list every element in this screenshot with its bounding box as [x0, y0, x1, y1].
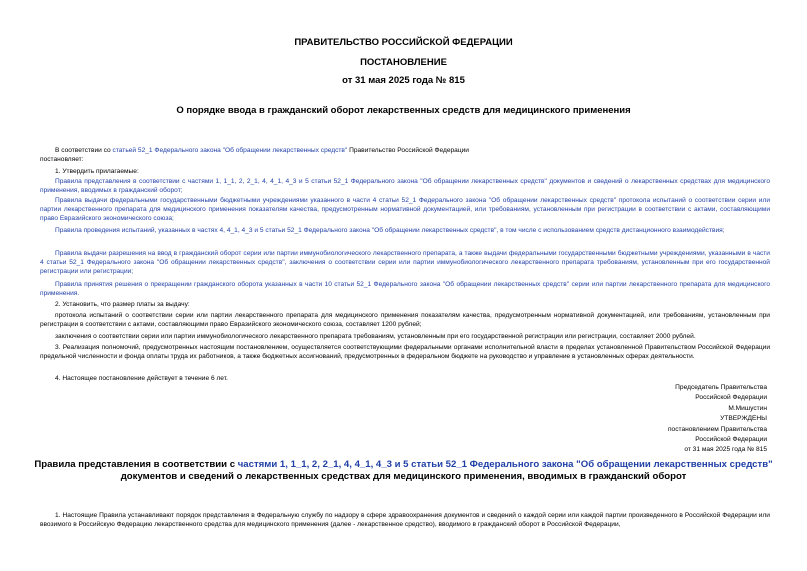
- decides-text: постановляет:: [40, 156, 84, 163]
- signature-block: [668, 383, 767, 456]
- rules-link-1[interactable]: Правила представления в соответствии с частями 1, 1_1, 2, 2_1, 4, 4_1, 4_3 и 5 статьи 52_1 Федерального закона "Об обращении лекарственных средств" документов и сведений о лекарственных средствах для медицинского применения, вводимых в гражданский оборот;: [40, 178, 770, 195]
- item-2: 2. Установить, что размер платы за выдачу:: [55, 301, 190, 308]
- signature-position: Председатель Правительства: [675, 384, 767, 391]
- rules-paragraph-1: 1. Настоящие Правила устанавливают порядок представления в Федеральную службу по надзору в сфере здравоохранения документов и сведений о каждой серии или каждой партии произведенного в Российской Федерации или ввозимого в Российскую Федерацию лекарственного средства для медицинского применения (далее - лекарственное средство), вводимого в гражданский оборот в Российской Федерации,: [40, 512, 770, 529]
- fee-conclusion: заключения о соответствии серии или партии иммунобиологического лекарственного препарата требованиям, установленным при его государственной регистрации или регистрации, составляет 2000 рублей.: [55, 333, 696, 340]
- preamble-post: Правительство Российской Федерации: [347, 147, 469, 154]
- approved-by: постановлением Правительства: [667, 425, 767, 433]
- fee-protocol: протокола испытаний о соответствии серии или партии лекарственного препарата для медицинского применения показателям качества, предусмотренным нормативной документацией, или требованиям, установленным при регистрации в соответствии с актами, составляющими право Евразийского экономического союза, составляет 1200 рублей;: [40, 312, 770, 329]
- approved-org: Российской Федерации: [695, 436, 767, 444]
- item-3: 3. Реализация полномочий, предусмотренных настоящим постановлением, осуществляется соответствующими федеральными органами исполнительной власти в пределах установленной Правительством Российской Федерации предельной численности и фонда оплаты труда их работников, а также бюджетных ассигнований, предусмотренных в федеральном бюджете на руководство и управление в установленных сферах деятельности.: [40, 344, 770, 361]
- rules-link-5[interactable]: Правила принятия решения о прекращении гражданского оборота указанных в части 10 статьи 52_1 Федерального закона "Об обращении лекарственных средств" серии или партии лекарственного препарата для медицинского применения.: [40, 281, 770, 298]
- signature-name: М.Мишустин: [728, 404, 767, 412]
- government-name: ПРАВИТЕЛЬСТВО РОССИЙСКОЙ ФЕДЕРАЦИИ: [294, 37, 513, 48]
- rules-title-part2: документов и сведений о лекарственных средствах для медицинского применения, вводимых в гражданский оборот: [120, 471, 687, 482]
- rules-link-4[interactable]: Правила выдачи разрешения на ввод в гражданский оборот серии или партии иммунобиологического лекарственного препарата, а также выдачи федеральными государственными бюджетными учреждениями, указанными в части 4 статьи 52_1 Федерального закона "Об обращении лекарственных средств", заключения о соответствии серии или партии иммунобиологического лекарственного препарата требованиям, установленным при его государственной регистрации или регистрации;: [40, 250, 770, 276]
- rules-title: [0, 459, 807, 483]
- item-4: 4. Настоящее постановление действует в течение 6 лет.: [55, 375, 228, 382]
- law-article-link[interactable]: статьей 52_1 Федерального закона "Об обращении лекарственных средств": [112, 147, 348, 154]
- rules-link-3[interactable]: Правила проведения испытаний, указанных в частях 4, 4_1, 4_3 и 5 статьи 52_1 Федерального закона "Об обращении лекарственных средств", в том числе с использованием средств дистанционного взаимодействия;: [55, 227, 725, 234]
- document-title: О порядке ввода в гражданский оборот лекарственных средств для медицинского применения: [176, 105, 631, 116]
- document-type: ПОСТАНОВЛЕНИЕ: [360, 57, 447, 68]
- rules-title-link[interactable]: частями 1, 1_1, 2, 2_1, 4, 4_1, 4_3 и 5 статьи 52_1 Федерального закона "Об обращении лекарственных средств": [237, 459, 773, 470]
- approved-date: от 31 мая 2025 года № 815: [684, 446, 767, 454]
- rules-title-part1: Правила представления в соответствии с: [34, 459, 238, 470]
- rules-link-2[interactable]: Правила выдачи федеральными государственными бюджетными учреждениями указанного в части 4 статьи 52_1 Федерального закона "Об обращении лекарственных средств" протокола испытаний о соответствии серии или партии лекарственного препарата для медицинского применения показателям качества, предусмотренным нормативной документацией, или требованиям, установленным при регистрации в соответствии с актами, составляющими право Евразийского экономического союза;: [40, 197, 770, 223]
- preamble: [55, 146, 469, 155]
- item-1: 1. Утвердить прилагаемые:: [55, 168, 139, 175]
- preamble-pre: В соответствии со: [55, 147, 113, 154]
- signature-org: Российской Федерации: [695, 394, 767, 402]
- approved-label: УТВЕРЖДЕНЫ: [720, 415, 767, 423]
- document-date: от 31 мая 2025 года № 815: [342, 75, 465, 86]
